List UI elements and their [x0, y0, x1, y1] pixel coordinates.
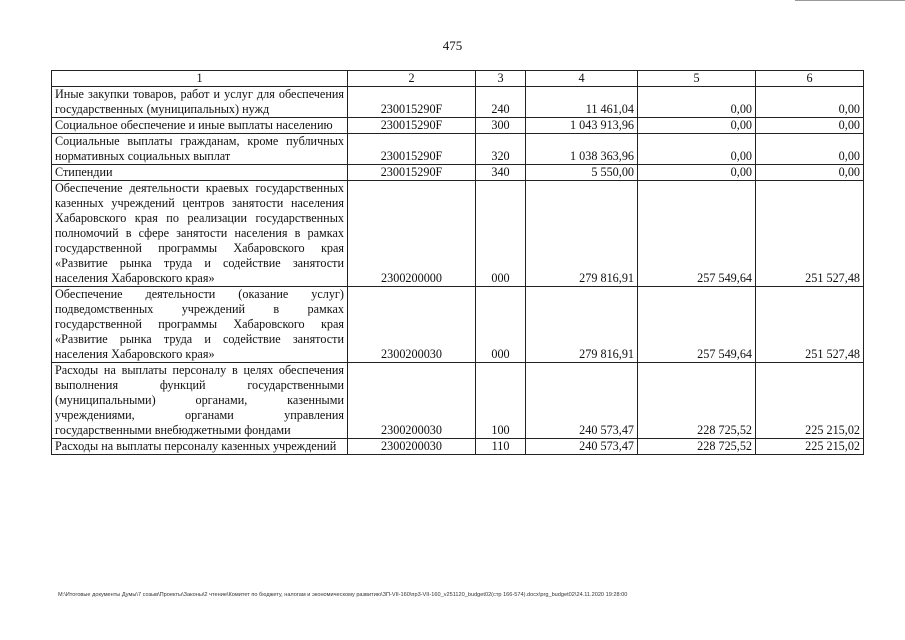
amount-col4: 279 816,91 — [526, 181, 638, 287]
page-number: 475 — [442, 38, 463, 53]
target-code: 2300200030 — [348, 363, 476, 439]
amount-col6: 225 215,02 — [756, 363, 864, 439]
amount-col5: 228 725,52 — [638, 363, 756, 439]
amount-col4: 11 461,04 — [526, 87, 638, 118]
expense-type: 240 — [476, 87, 526, 118]
amount-col4: 240 573,47 — [526, 439, 638, 455]
table-row — [52, 439, 864, 455]
document-path-footer: M:\Итоговые документы Думы\7 созыв\Проекты\Законы\2 чтение\Комитет по бюджету, налогам и экономическому развитию\ЗП-VII-160\пр3-VII-160_v251120_budget02(стр 166-574).docx\prg_budget02\24.11.2020 19:28:00 — [58, 592, 628, 598]
target-code: 230015290F — [348, 87, 476, 118]
table-row — [52, 134, 864, 165]
expense-type: 300 — [476, 118, 526, 134]
target-code: 230015290F — [348, 134, 476, 165]
expense-type: 320 — [476, 134, 526, 165]
column-header: 4 — [526, 71, 638, 87]
row-name: Обеспечение деятельности (оказание услуг) подведомственных учреждений в рамках государственной программы Хабаровского края «Развитие рынка труда и содействие занятости населения Хабаровского края» — [52, 287, 348, 363]
header-row — [52, 71, 864, 87]
expense-type: 000 — [476, 287, 526, 363]
target-code: 2300200000 — [348, 181, 476, 287]
target-code: 2300200030 — [348, 287, 476, 363]
row-name: Социальное обеспечение и иные выплаты населению — [52, 118, 348, 134]
row-name: Иные закупки товаров, работ и услуг для обеспечения государственных (муниципальных) нужд — [52, 87, 348, 118]
column-header: 3 — [476, 71, 526, 87]
amount-col5: 228 725,52 — [638, 439, 756, 455]
amount-col6: 0,00 — [756, 165, 864, 181]
amount-col4: 240 573,47 — [526, 363, 638, 439]
column-header: 2 — [348, 71, 476, 87]
budget-table — [51, 70, 864, 455]
amount-col6: 0,00 — [756, 87, 864, 118]
amount-col5: 257 549,64 — [638, 287, 756, 363]
table-row — [52, 87, 864, 118]
target-code: 230015290F — [348, 165, 476, 181]
table-row — [52, 287, 864, 363]
row-name: Расходы на выплаты персоналу казенных учреждений — [52, 439, 348, 455]
target-code: 230015290F — [348, 118, 476, 134]
row-name: Социальные выплаты гражданам, кроме публичных нормативных социальных выплат — [52, 134, 348, 165]
target-code: 2300200030 — [348, 439, 476, 455]
amount-col6: 0,00 — [756, 118, 864, 134]
amount-col5: 0,00 — [638, 134, 756, 165]
amount-col5: 0,00 — [638, 87, 756, 118]
column-header: 5 — [638, 71, 756, 87]
amount-col5: 0,00 — [638, 118, 756, 134]
amount-col6: 251 527,48 — [756, 181, 864, 287]
expense-type: 100 — [476, 363, 526, 439]
amount-col6: 0,00 — [756, 134, 864, 165]
amount-col4: 279 816,91 — [526, 287, 638, 363]
amount-col4: 1 038 363,96 — [526, 134, 638, 165]
expense-type: 000 — [476, 181, 526, 287]
table-row — [52, 165, 864, 181]
column-header: 1 — [52, 71, 348, 87]
expense-type: 110 — [476, 439, 526, 455]
amount-col4: 1 043 913,96 — [526, 118, 638, 134]
amount-col4: 5 550,00 — [526, 165, 638, 181]
amount-col6: 225 215,02 — [756, 439, 864, 455]
table-row — [52, 181, 864, 287]
expense-type: 340 — [476, 165, 526, 181]
amount-col5: 0,00 — [638, 165, 756, 181]
amount-col6: 251 527,48 — [756, 287, 864, 363]
table-row — [52, 118, 864, 134]
row-name: Обеспечение деятельности краевых государственных казенных учреждений центров занятости населения Хабаровского края по реализации государственных полномочий в сфере занятости населения в рамках государственной программы Хабаровского края «Развитие рынка труда и содействие занятости населения Хабаровского края» — [52, 181, 348, 287]
row-name: Расходы на выплаты персоналу в целях обеспечения выполнения функций государственными (муниципальными) органами, казенными учреждениями, органами управления государственными внебюджетными фондами — [52, 363, 348, 439]
table-row — [52, 363, 864, 439]
top-rule — [795, 0, 905, 1]
amount-col5: 257 549,64 — [638, 181, 756, 287]
row-name: Стипендии — [52, 165, 348, 181]
column-header: 6 — [756, 71, 864, 87]
